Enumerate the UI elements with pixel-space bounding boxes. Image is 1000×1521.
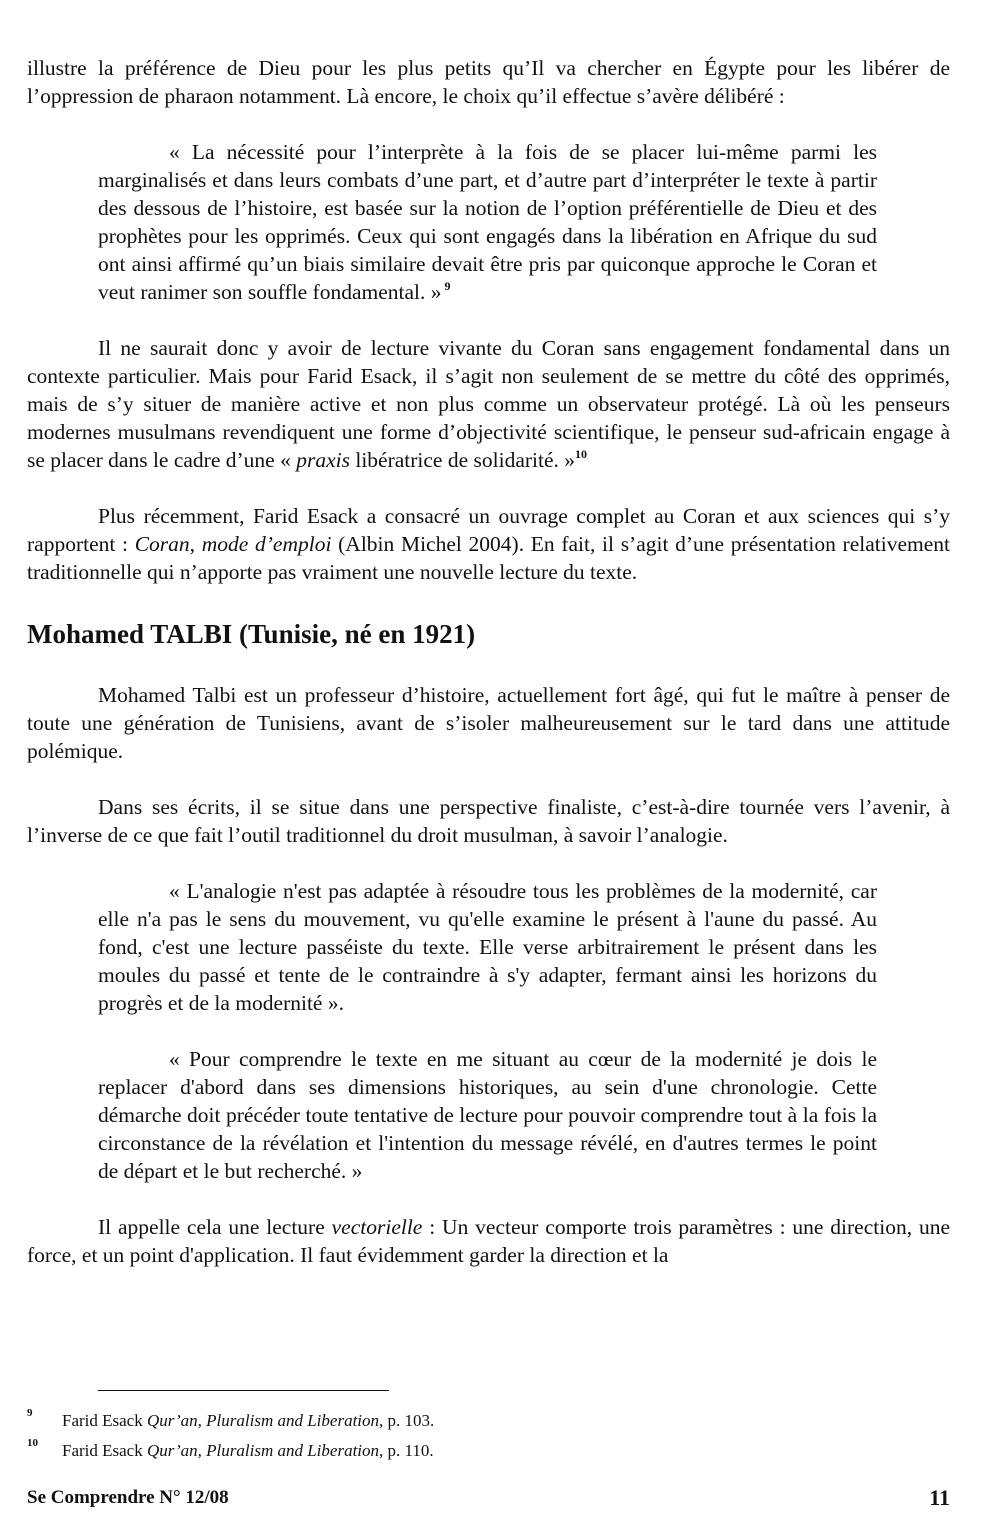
italic-praxis: praxis: [296, 448, 350, 472]
italic-book-title: Coran, mode d’emploi: [134, 532, 332, 556]
footnote-text: Farid Esack Qur’an, Pluralism and Liberation, p. 110.: [62, 1441, 434, 1460]
paragraph-continuation: illustre la préférence de Dieu pour les plus petits qu’Il va chercher en Égypte pour les libérer de l’oppression de pharaon notamment. Là encore, le choix qu’il effectue s’avère délibéré :: [27, 56, 950, 108]
footnote-text: Farid Esack Qur’an, Pluralism and Liberation, p. 103.: [62, 1411, 435, 1430]
paragraph-finaliste: Dans ses écrits, il se situe dans une perspective finaliste, c’est-à-dire tournée vers l’avenir, à l’inverse de ce que fait l’outil traditionnel du droit musulman, à savoir l’analogie.: [27, 795, 950, 847]
footnote-ref-10[interactable]: 10: [575, 447, 588, 461]
paragraph-vectorielle: Il appelle cela une lecture vectorielle : Un vecteur comporte trois paramètres : une direction, une force, et un point d'application. Il faut évidemment garder la direction et la: [27, 1215, 950, 1267]
section-heading: Mohamed TALBI (Tunisie, né en 1921): [27, 619, 476, 649]
page-body: [27, 54, 950, 1269]
footnote-ref-9[interactable]: 9: [444, 279, 451, 293]
journal-title: Se Comprendre N° 12/08: [27, 1487, 229, 1508]
footnotes: [27, 1408, 950, 1468]
footnote-10: [27, 1438, 950, 1468]
page-number: 11: [929, 1485, 950, 1510]
block-quote-analogie: « L'analogie n'est pas adaptée à résoudre tous les problèmes de la modernité, car elle n'a pas le sens du mouvement, vu qu'elle examine le présent à l'aune du passé. Au fond, c'est une lecture passéiste du texte. Elle verse arbitrairement le présent dans les moules du passé et tente de le contraindre à s'y adapter, fermant ainsi les horizons du progrès et de la modernité ».: [98, 879, 877, 1015]
footnote-number: 9: [27, 1407, 33, 1419]
paragraph-coran-mode-emploi: Plus récemment, Farid Esack a consacré un ouvrage complet au Coran et aux sciences qui s’y rapportent : Coran, mode d’emploi (Albin Michel 2004). En fait, il s’agit d’une présentation relativement traditionnelle qui n’apporte pas vraiment une nouvelle lecture du texte.: [27, 504, 951, 584]
footnote-separator: [98, 1390, 389, 1391]
italic-vectorielle: vectorielle: [331, 1215, 423, 1239]
footnote-number: 10: [27, 1437, 38, 1449]
paragraph-talbi-intro: Mohamed Talbi est un professeur d’histoire, actuellement fort âgé, qui fut le maître à penser de toute une génération de Tunisiens, avant de s’isoler malheureusement sur le tard dans une attitude polémique.: [27, 683, 950, 763]
page-footer: [27, 1487, 950, 1517]
paragraph-engagement: Il ne saurait donc y avoir de lecture vivante du Coran sans engagement fondamental dans un contexte particulier. Mais pour Farid Esack, il s’agit non seulement de se mettre du côté des opprimés, mais de s’y situer de manière active et non plus comme un observateur protégé. Là où les penseurs modernes musulmans revendiquent une forme d’objectivité scientifique, le penseur sud-africain engage à se placer dans le cadre d’une « praxis libératrice de solidarité. »$^{10}$: [27, 336, 950, 472]
footnote-9: [27, 1408, 950, 1438]
quote-text: « La nécessité pour l’interprète à la fois de se placer lui-même parmi les marginalisés et dans leurs combats d’une part, et d’autre part d’interpréter le texte à partir des dessous de l’histoire, est basée sur la notion de l’option préférentielle de Dieu et des prophètes pour les opprimés. Ceux qui sont engagés dans la libération en Afrique du sud ont ainsi affirmé qu’un biais similaire devait être pris par quiconque approche le Coran et veut ranimer son souffle fondamental. »: [98, 140, 877, 304]
block-quote-esack: [98, 138, 877, 306]
block-quote-comprendre: « Pour comprendre le texte en me situant au cœur de la modernité je dois le replacer d'abord dans ses dimensions historiques, au sein d'une chronologie. Cette démarche doit précéder toute tentative de lecture pour pouvoir comprendre tout à la fois la circonstance de la révélation et l'intention du message révélé, en d'autres termes le point de départ et le but recherché. »: [98, 1047, 877, 1183]
